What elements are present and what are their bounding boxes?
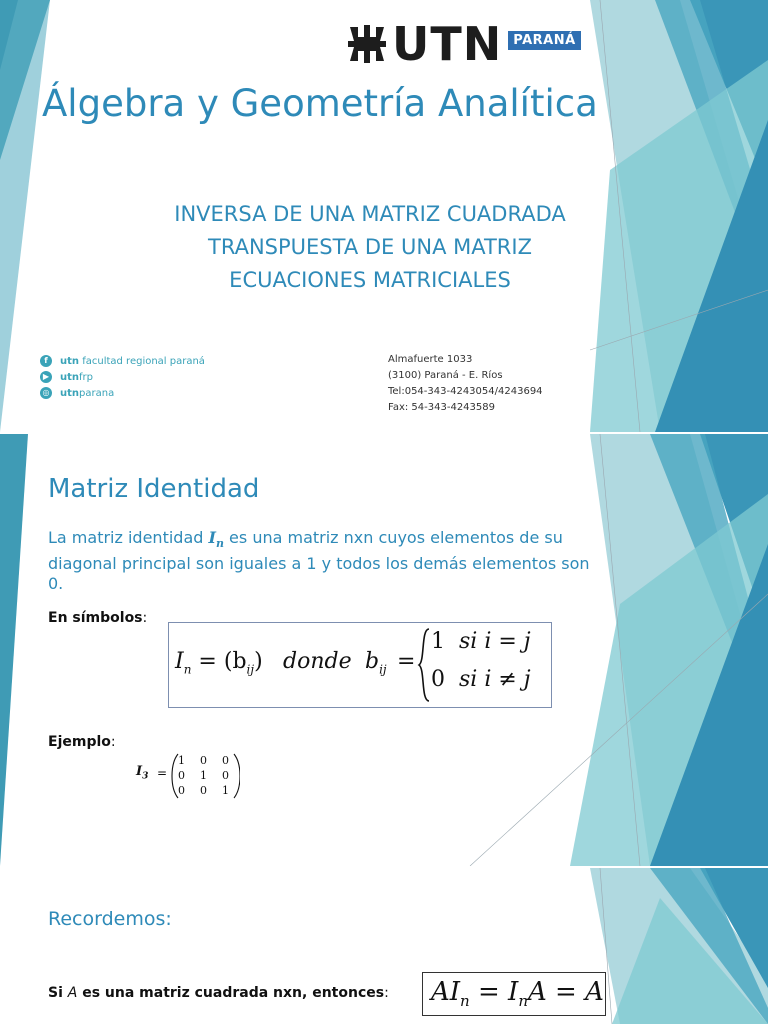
formula-lhs: $I_n = (b_{ij})$ xyxy=(175,649,263,677)
curly-brace-icon xyxy=(417,627,431,703)
matrix-cell: 1 xyxy=(222,784,229,797)
property-statement: Si A es una matriz cuadrada nxn, entonces: xyxy=(48,985,389,1001)
topic-item: ECUACIONES MATRICIALES xyxy=(229,268,511,292)
address-line: Fax: 54-343-4243589 xyxy=(388,402,495,413)
matrix-cell: 0 xyxy=(222,769,229,782)
identity-symbol: $I_n$ xyxy=(208,528,224,551)
case-one-value: 1 xyxy=(431,629,445,654)
matrix-cell: 0 xyxy=(200,784,207,797)
identity-formula xyxy=(168,622,552,708)
matrix-cell: 0 xyxy=(200,754,207,767)
identity-property-equation xyxy=(422,972,606,1016)
matrix-cell: 0 xyxy=(178,784,185,797)
social-handle: utnfrp xyxy=(60,371,94,383)
topic-list xyxy=(110,198,630,297)
slide-recordemos xyxy=(0,868,768,1024)
formula-donde: donde xyxy=(283,649,352,674)
slide-title xyxy=(0,0,768,432)
youtube-icon: ▶ xyxy=(40,371,52,383)
slide-heading: Matriz Identidad xyxy=(48,474,260,504)
matrix-cell: 1 xyxy=(178,754,185,767)
slide-identity-matrix xyxy=(0,434,768,866)
identity-matrix-example xyxy=(170,752,240,802)
contact-address xyxy=(388,352,543,416)
instagram-icon: ◎ xyxy=(40,387,52,399)
slide-heading: Recordemos: xyxy=(48,908,172,930)
example-label: Ejemplo: xyxy=(48,734,116,750)
case-two-value: 0 xyxy=(431,667,445,692)
topic-item: INVERSA DE UNA MATRIZ CUADRADA xyxy=(174,202,566,226)
case-two-condition: si i ≠ j xyxy=(459,667,531,692)
logo-badge: PARANÁ xyxy=(508,31,580,50)
address-line: Almafuerte 1033 xyxy=(388,354,473,365)
matrix-cell: 1 xyxy=(200,769,207,782)
social-link-youtube[interactable] xyxy=(40,369,205,385)
formula-equals: = xyxy=(397,649,416,674)
social-link-instagram[interactable] xyxy=(40,385,205,401)
utn-emblem-icon xyxy=(348,25,386,63)
logo-wordmark: UTN xyxy=(392,17,503,71)
formula-bij: $b_{ij}$ xyxy=(365,649,387,677)
utn-logo xyxy=(348,17,581,71)
matrix-cell: 0 xyxy=(222,754,229,767)
example-symbol: $I_3$ xyxy=(136,764,149,782)
address-line: (3100) Paraná - E. Ríos xyxy=(388,370,503,381)
matrix-grid xyxy=(178,754,234,799)
left-deco-shape xyxy=(0,434,28,866)
example-equals: = xyxy=(157,766,168,780)
social-handle: utn facultad regional paraná xyxy=(60,355,205,367)
facebook-icon: f xyxy=(40,355,52,367)
matrix-cell: 0 xyxy=(178,769,185,782)
social-handle: utnparana xyxy=(60,387,115,399)
case-one-condition: si i = j xyxy=(459,629,531,654)
equation-text: $AI_n = I_nA = A$ xyxy=(431,977,604,1011)
course-title: Álgebra y Geometría Analítica xyxy=(42,82,598,125)
address-line: Tel:054-343-4243054/4243694 xyxy=(388,386,543,397)
social-link-facebook[interactable] xyxy=(40,353,205,369)
topic-item: TRANSPUESTA DE UNA MATRIZ xyxy=(208,235,532,259)
definition-paragraph: La matriz identidad $I_n$ es una matriz nxn cuyos elementos de su diagonal principal son iguales a 1 y todos los demás elementos son 0. xyxy=(48,528,590,594)
symbols-label: En símbolos: xyxy=(48,610,148,626)
social-links xyxy=(40,353,205,401)
